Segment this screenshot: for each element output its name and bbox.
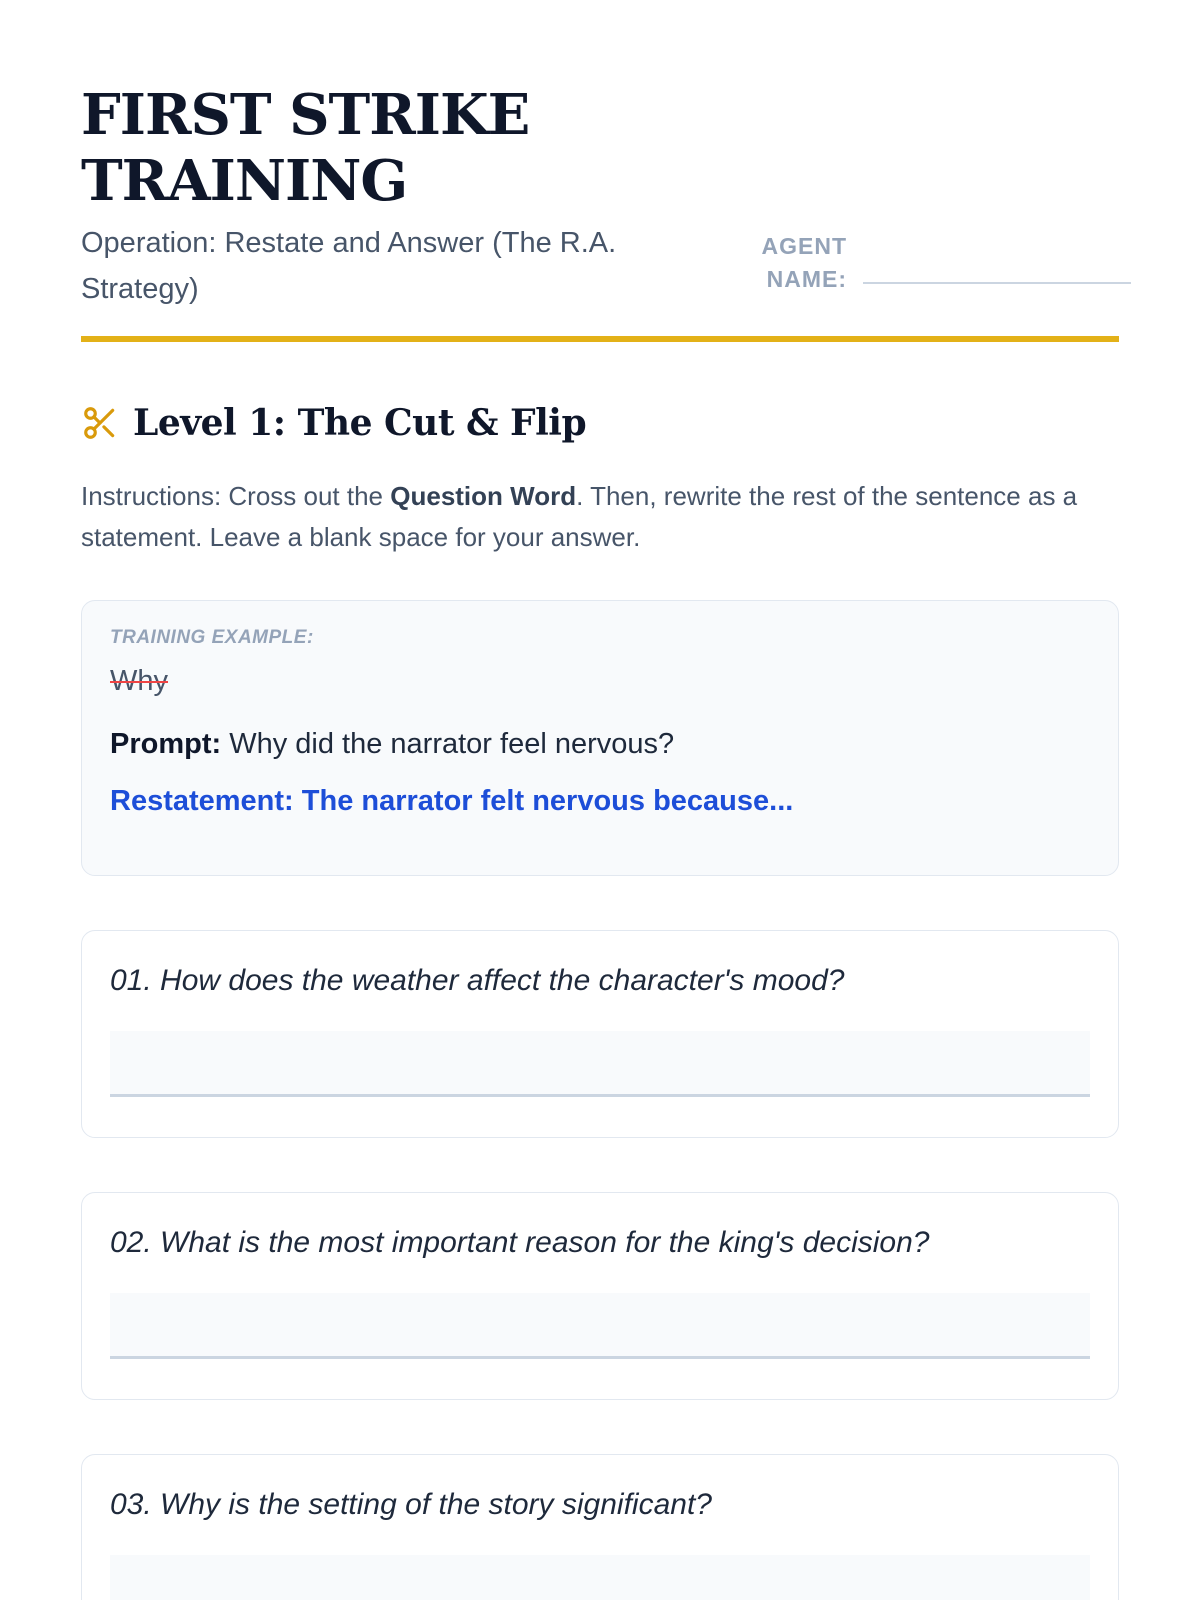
answer-field[interactable] [110,1293,1090,1359]
question-card [81,1454,1119,1600]
prompt-label: Prompt: [110,728,222,760]
instructions-bold: Question Word [390,481,577,511]
instructions-prefix: Instructions: Cross out the [81,481,391,511]
question-text: 01. How does the weather affect the character's mood? [110,964,845,997]
question-card [81,930,1119,1138]
answer-field[interactable] [110,1031,1090,1097]
instructions-suffix: . Then, rewrite the rest of the sentence as a statement. Leave a blank space for your answer. [81,481,1078,552]
agent-name-field [751,230,1131,296]
question-text: 02. What is the most important reason for the king's decision? [110,1226,930,1259]
section-title: Level 1: The Cut & Flip [133,402,587,444]
example-prompt [110,728,1090,761]
worksheet-header [81,0,1119,342]
agent-name-label: AGENT NAME: [761,233,847,292]
page-title: FIRST STRIKE TRAINING [81,82,530,214]
section-heading [81,398,1119,448]
agent-name-line [863,282,1131,284]
example-restatement: Restatement: The narrator felt nervous because... [110,785,794,817]
answer-field[interactable] [110,1555,1090,1600]
scissors-icon [81,404,119,442]
training-example-card [81,600,1119,876]
question-text: 03. Why is the setting of the story significant? [110,1488,712,1521]
instructions [81,476,1119,558]
question-card [81,1192,1119,1400]
prompt-text: Why did the narrator feel nervous? [221,728,675,760]
struck-question-word: Why [110,665,168,697]
page-subtitle: Operation: Restate and Answer (The R.A. Strategy) [81,227,617,305]
example-label: TRAINING EXAMPLE: [110,627,314,648]
